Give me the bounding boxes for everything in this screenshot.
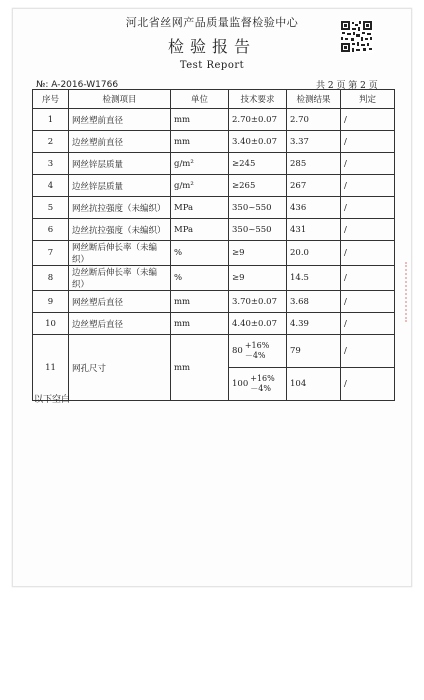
table-row: [33, 153, 395, 175]
cell-result: 3.37: [287, 131, 341, 153]
cell-unit: g/m²: [171, 153, 229, 175]
cell-judgement: /: [341, 175, 395, 197]
cell-judgement: /: [341, 266, 395, 291]
table-row: [33, 266, 395, 291]
col-header-requirement: 技术要求: [229, 90, 287, 109]
cell-item: 网孔尺寸: [69, 335, 171, 401]
cell-judgement: /: [341, 219, 395, 241]
cell-no: 9: [33, 291, 69, 313]
col-header-unit: 单位: [171, 90, 229, 109]
cell-unit: mm: [171, 291, 229, 313]
cell-item: 网丝断后伸长率（未编织）: [69, 241, 171, 266]
col-header-item: 检测项目: [69, 90, 171, 109]
cell-result: 104: [287, 368, 341, 401]
table-row: [33, 313, 395, 335]
tolerance-minus: －4%: [244, 351, 266, 360]
cell-judgement: /: [341, 153, 395, 175]
seal-stamp: [405, 262, 423, 322]
report-number: №: A-2016-W1766: [36, 80, 119, 90]
cell-result: 20.0: [287, 241, 341, 266]
cell-item: 边丝锌层质量: [69, 175, 171, 197]
col-header-judgement: 判定: [341, 90, 395, 109]
tolerance-plus: +16%: [244, 341, 270, 350]
table-row: [33, 291, 395, 313]
table-row: [33, 131, 395, 153]
cell-result: 4.39: [287, 313, 341, 335]
cell-item: 网丝抗拉强度（未编织）: [69, 197, 171, 219]
cell-no: 11: [33, 335, 69, 401]
results-table: [32, 89, 395, 401]
cell-judgement: /: [341, 241, 395, 266]
cell-requirement: 3.40±0.07: [229, 131, 287, 153]
table-row: [33, 241, 395, 266]
cell-no: 1: [33, 109, 69, 131]
cell-result: 285: [287, 153, 341, 175]
table-header-row: [33, 90, 395, 109]
cell-judgement: /: [341, 197, 395, 219]
cell-judgement: /: [341, 131, 395, 153]
cell-no: 5: [33, 197, 69, 219]
cell-result: 14.5: [287, 266, 341, 291]
cell-requirement: 3.70±0.07: [229, 291, 287, 313]
cell-requirement: [229, 335, 287, 368]
cell-unit: mm: [171, 109, 229, 131]
cell-item: 边丝断后伸长率（未编织）: [69, 266, 171, 291]
table-row: [33, 109, 395, 131]
cell-item: 边丝塑后直径: [69, 313, 171, 335]
organization-name: 河北省丝网产品质量监督检验中心: [125, 16, 299, 29]
table-row: [33, 219, 395, 241]
cell-no: 4: [33, 175, 69, 197]
cell-requirement: 350~550: [229, 197, 287, 219]
cell-requirement: ≥265: [229, 175, 287, 197]
page-info: 共 2 页 第 2 页: [316, 81, 378, 91]
footer-note: 以下空白: [34, 395, 71, 405]
report-title: 检验报告: [167, 37, 256, 56]
tolerance-plus: +16%: [250, 374, 275, 383]
cell-requirement: ≥9: [229, 266, 287, 291]
cell-result: 2.70: [287, 109, 341, 131]
cell-no: 8: [33, 266, 69, 291]
cell-unit: mm: [171, 131, 229, 153]
tolerance-minus: －4%: [250, 384, 271, 393]
cell-no: 3: [33, 153, 69, 175]
cell-requirement: ≥9: [229, 241, 287, 266]
col-header-no: 序号: [33, 90, 69, 109]
table-row: [33, 335, 395, 368]
cell-result: 3.68: [287, 291, 341, 313]
cell-no: 2: [33, 131, 69, 153]
cell-requirement: 350~550: [229, 219, 287, 241]
cell-item: 网丝塑前直径: [69, 109, 171, 131]
cell-unit: %: [171, 241, 229, 266]
cell-judgement: /: [341, 313, 395, 335]
cell-requirement: 2.70±0.07: [229, 109, 287, 131]
cell-judgement: /: [341, 368, 395, 401]
table-row: [33, 175, 395, 197]
cell-result: 79: [287, 335, 341, 368]
cell-requirement: 4.40±0.07: [229, 313, 287, 335]
cell-unit: mm: [171, 313, 229, 335]
table-row: [33, 197, 395, 219]
cell-result: 431: [287, 219, 341, 241]
cell-unit: %: [171, 266, 229, 291]
cell-judgement: /: [341, 335, 395, 368]
cell-item: 边丝抗拉强度（未编织）: [69, 219, 171, 241]
tolerance-base: 80: [232, 346, 243, 356]
cell-no: 10: [33, 313, 69, 335]
cell-unit: MPa: [171, 197, 229, 219]
cell-result: 267: [287, 175, 341, 197]
cell-item: 网丝塑后直径: [69, 291, 171, 313]
report-subtitle: Test Report: [179, 60, 245, 71]
cell-judgement: /: [341, 109, 395, 131]
cell-item: 网丝锌层质量: [69, 153, 171, 175]
qr-code-icon: [340, 20, 373, 53]
col-header-result: 检测结果: [287, 90, 341, 109]
cell-unit: g/m²: [171, 175, 229, 197]
cell-requirement: ≥245: [229, 153, 287, 175]
cell-item: 边丝塑前直径: [69, 131, 171, 153]
cell-no: 7: [33, 241, 69, 266]
cell-unit: MPa: [171, 219, 229, 241]
cell-unit: mm: [171, 335, 229, 401]
cell-no: 6: [33, 219, 69, 241]
cell-judgement: /: [341, 291, 395, 313]
cell-result: 436: [287, 197, 341, 219]
tolerance-base: 100: [232, 379, 249, 389]
cell-requirement: [229, 368, 287, 401]
